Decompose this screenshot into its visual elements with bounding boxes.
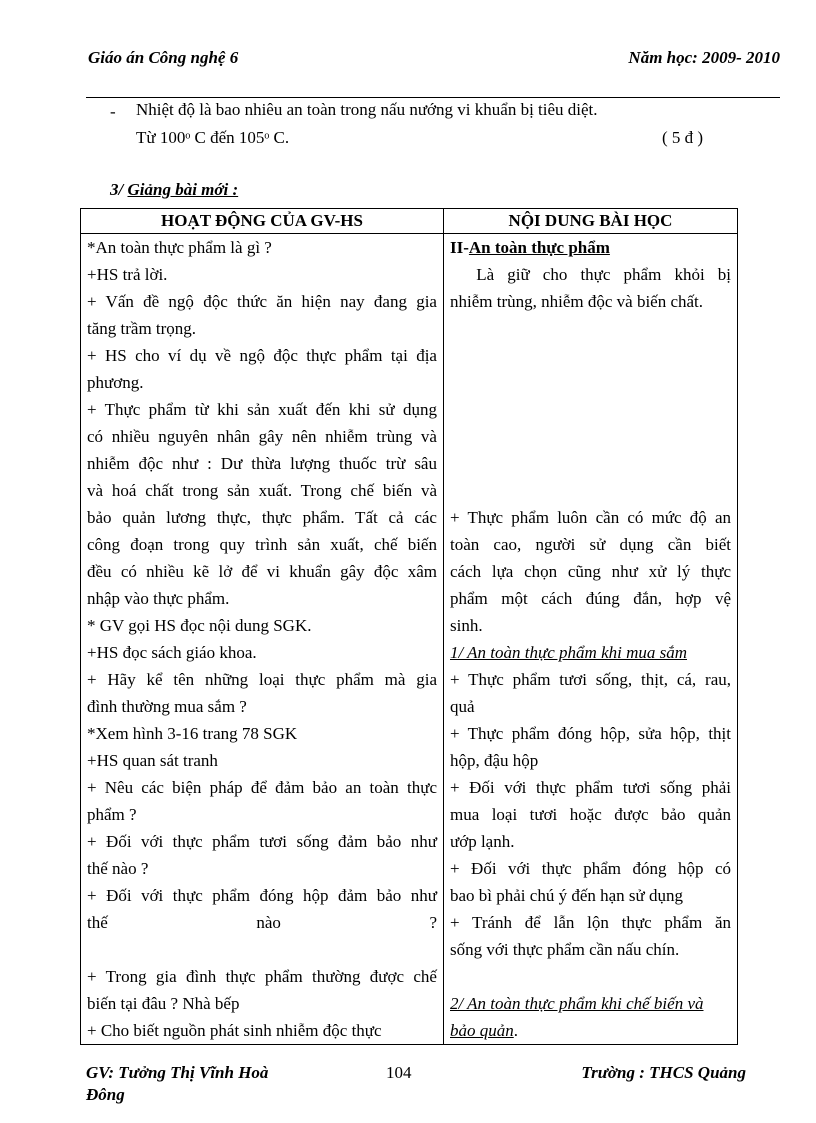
text-line: + Vấn đề ngộ độc thức ăn hiện nay đang gia [87,292,437,311]
text-line: + Thực phẩm tươi sống, thịt, cá, rau, [449,670,731,689]
footer-school: Trường : THCS Quảng [581,1063,746,1082]
lesson-table [80,208,738,1045]
intro-answer: Từ 100ᵒ C đến 105ᵒ C. [136,128,290,147]
col-content-header: NỘI DUNG BÀI HỌC [443,209,737,234]
text-line: đình thường mua sắm ? [87,697,247,716]
footer-page-number: 104 [386,1063,412,1082]
text-line: *Xem hình 3-16 trang 78 SGK [87,724,298,743]
content-paragraph-shopping [450,666,731,963]
text-line: +HS quan sát tranh [87,751,218,770]
text-line: biến tại đâu ? Nhà bếp [87,994,240,1013]
text-line: nhập vào thực phẩm. [87,589,230,608]
text-line: + Thực phẩm luôn cần có mức độ an [449,508,731,527]
footer-teacher-cont: Đông [86,1085,125,1104]
text-line: + Tránh để lẫn lộn thực phẩm ăn [449,913,731,932]
intro-points: ( 5 đ ) [662,128,704,147]
header-school-year: Năm học: 2009- 2010 [628,48,780,67]
intro-bullet: - [110,102,116,121]
footer-teacher: GV: Tưởng Thị Vĩnh Hoà [86,1063,269,1082]
text-line: công đoạn trong quy trình sản xuất, chế biến [87,535,437,554]
text-line: phương. [87,373,144,392]
text-line: tăng trầm trọng. [87,319,197,338]
text-line: cách lựa chọn cũng như xử lý thực [449,562,731,581]
text-line: + Cho biết nguồn phát sinh nhiễm độc thực [87,1021,382,1040]
text-line: bao bì phải chú ý đến hạn sử dụng [449,886,683,905]
page-header [86,48,780,88]
definition-line: Là giữ cho thực phẩm khỏi bị [449,265,731,284]
text-line: mua loại tươi hoặc được bảo quản [449,805,731,824]
text-line: + Đối với thực phẩm đóng hộp có [449,859,731,878]
content-subheading-processing-cont: bảo quản. [449,1021,518,1040]
text-line: + Thực phẩm đóng hộp, sửa hộp, thịt [449,724,731,743]
definition-line: nhiễm trùng, nhiễm độc và biến chất. [449,292,704,311]
intro-question: Nhiệt độ là bao nhiêu an toàn trong nấu nướng vi khuẩn bị tiêu diệt. [136,100,598,119]
section-title: Giảng bài mới : [127,180,239,199]
text-line: nhiễm độc như : Dư thừa lượng thuốc trừ sâu [87,454,437,473]
text-line: sinh. [449,616,483,635]
text-line: + Hãy kể tên những loại thực phẩm mà gia [87,670,437,689]
text-line: và hoá chất trong sản xuất. Trong chế biến và [87,481,437,500]
content-subheading-processing: 2/ An toàn thực phẩm khi chế biến và [449,994,704,1013]
text-line: thế nào ? [87,859,149,878]
header-divider [86,97,780,98]
text-line: phẩm ? [87,805,137,824]
section-heading [110,180,238,200]
text-line: sống với thực phẩm cần nấu chín. [449,940,680,959]
content-section-prefix: II- [449,238,469,257]
section-number: 3/ [110,180,124,199]
content-section-title: An toàn thực phẩm [468,238,610,257]
text-line [87,936,437,963]
text-line: ướp lạnh. [449,832,515,851]
text-line: + Nêu các biện pháp để đảm bảo an toàn thực [87,778,437,797]
text-line: + Trong gia đình thực phẩm thường được chế [87,967,437,986]
text-line: bảo quản lương thực, thực phẩm. Tất cả các [87,508,437,527]
text-line: * GV gọi HS đọc nội dung SGK. [87,616,312,635]
text-line: +HS trả lời. [87,265,168,284]
text-line: + Đối với thực phẩm đóng hộp đảm bảo như [87,886,437,905]
content-section-heading [450,234,731,261]
activities-cell [81,234,444,1045]
text-line: hộp, đậu hộp [449,751,539,770]
text-line: *An toàn thực phẩm là gì ? [87,238,272,257]
content-paragraph-safety-level [450,504,731,639]
text-line: phẩm một cách đúng đắn, hợp vệ [449,589,731,608]
content-subheading-shopping: 1/ An toàn thực phẩm khi mua sắm [449,643,688,662]
text-line: đều có nhiều kẽ lở để vi khuẩn gây độc xâm [87,562,437,581]
text-line: toàn cao, người sử dụng cần biết [449,535,731,554]
text-line: thế nào ? [87,913,437,932]
col-activities-header: HOẠT ĐỘNG CỦA GV-HS [81,209,444,234]
table-row [81,234,738,1045]
text-line: + Đối với thực phẩm tươi sống phải [449,778,731,797]
table-header-row [81,209,738,234]
text-line: quả [449,697,475,716]
text-line: + Đối với thực phẩm tươi sống đảm bảo như [87,832,437,851]
header-subject: Giáo án Công nghệ 6 [88,48,239,67]
text-line: +HS đọc sách giáo khoa. [87,643,257,662]
content-cell [443,234,737,1045]
text-line: + HS cho ví dụ về ngộ độc thực phẩm tại địa [87,346,437,365]
text-line: có nhiều nguyên nhân gây nên nhiễm trùng và [87,427,437,446]
text-line: + Thực phẩm từ khi sản xuất đến khi sử dụng [87,400,437,419]
